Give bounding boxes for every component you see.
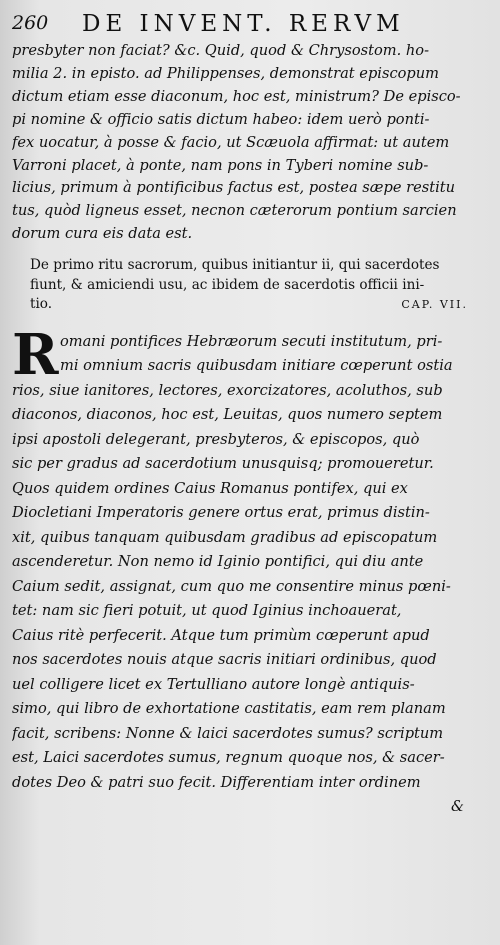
text-line: dorum cura eis data est. — [12, 225, 193, 243]
text-line: tus, quòd ligneus esset, necnon cæterorum pontium sarcien — [12, 202, 457, 220]
text-line: pi nomine & officio satis dictum habeo: idem uerò ponti- — [12, 110, 430, 128]
text-line: est, Laici sacerdotes sumus, regnum quoque nos, & sacer- — [12, 749, 445, 767]
text-line: Caius ritè perfecerit. Atque tum primùm cœperunt apud — [12, 626, 430, 644]
chapter-title-line: De primo ritu sacrorum, quibus initiantur ii, qui sacerdotes — [30, 257, 440, 274]
text-line: mi omnium sacris quibusdam initiare cœperunt ostia — [60, 357, 453, 375]
chapter-heading — [12, 256, 482, 315]
text-line: dotes Deo & patri suo fecit. Differentiam inter ordinem — [12, 773, 421, 791]
text-line: xit, quibus tanquam quibusdam gradibus ad episcopatum — [12, 528, 438, 546]
paragraph-1 — [12, 40, 482, 246]
text-line: rios, siue ianitores, lectores, exorcizatores, acoluthos, sub — [12, 381, 443, 399]
text-line: facit, scribens: Nonne & laici sacerdotes sumus? scriptum — [12, 724, 444, 742]
text-line: licius, primum à pontificibus factus est, postea sæpe restitu — [12, 179, 456, 197]
text-line: omani pontifices Hebræorum secuti institutum, pri- — [60, 332, 443, 350]
page-number: 260 — [12, 12, 49, 34]
text-line: simo, qui libro de exhortatione castitatis, eam rem planam — [12, 700, 446, 718]
text-line: Diocletiani Imperatoris genere ortus erat, primus distin- — [12, 504, 430, 522]
chapter-title-line: fiunt, & amiciendi usu, ac ibidem de sacerdotis officii ini- — [30, 276, 425, 293]
text-line: Varroni placet, à ponte, nam pons in Tyberi nomine sub- — [12, 156, 429, 174]
text-line: fex uocatur, à posse & facio, ut Scæuola affirmat: ut autem — [12, 133, 450, 151]
text-line: ipsi apostoli delegerant, presbyteros, & episcopos, quò — [12, 430, 420, 448]
chapter-number: CAP. VII. — [401, 298, 468, 312]
page-header — [12, 12, 482, 40]
text-line: Quos quidem ordines Caius Romanus pontifex, qui ex — [12, 479, 408, 497]
drop-cap: R — [12, 321, 59, 388]
text-line: dictum etiam esse diaconum, hoc est, ministrum? De episco- — [12, 87, 461, 105]
running-head: DE INVENT. RERVM — [82, 11, 405, 37]
chapter-title-line: tio. — [30, 296, 53, 313]
catchword: & — [451, 798, 464, 816]
text-line: ascenderetur. Non nemo id Iginio pontifici, qui diu ante — [12, 553, 424, 571]
text-line: diaconos, diaconos, hoc est, Leuitas, quos numero septem — [12, 406, 443, 424]
text-line: nos sacerdotes nouis atque sacris initiari ordinibus, quod — [12, 651, 437, 669]
text-line: tet: nam sic fieri potuit, ut quod Iginius inchoauerat, — [12, 602, 402, 620]
text-line: uel colligere licet ex Tertulliano autore longè antiquis- — [12, 675, 415, 693]
text-line: milia 2. in episto. ad Philippenses, demonstrat episcopum — [12, 64, 439, 82]
text-line: sic per gradus ad sacerdotium unusquisq; promoueretur. — [12, 455, 434, 473]
text-line: presbyter non faciat? &c. Quid, quod & Chrysostom. ho- — [12, 42, 430, 59]
text-line: Caium sedit, assignat, cum quo me consentire minus pœni- — [12, 577, 451, 595]
chapter-body — [12, 321, 482, 820]
